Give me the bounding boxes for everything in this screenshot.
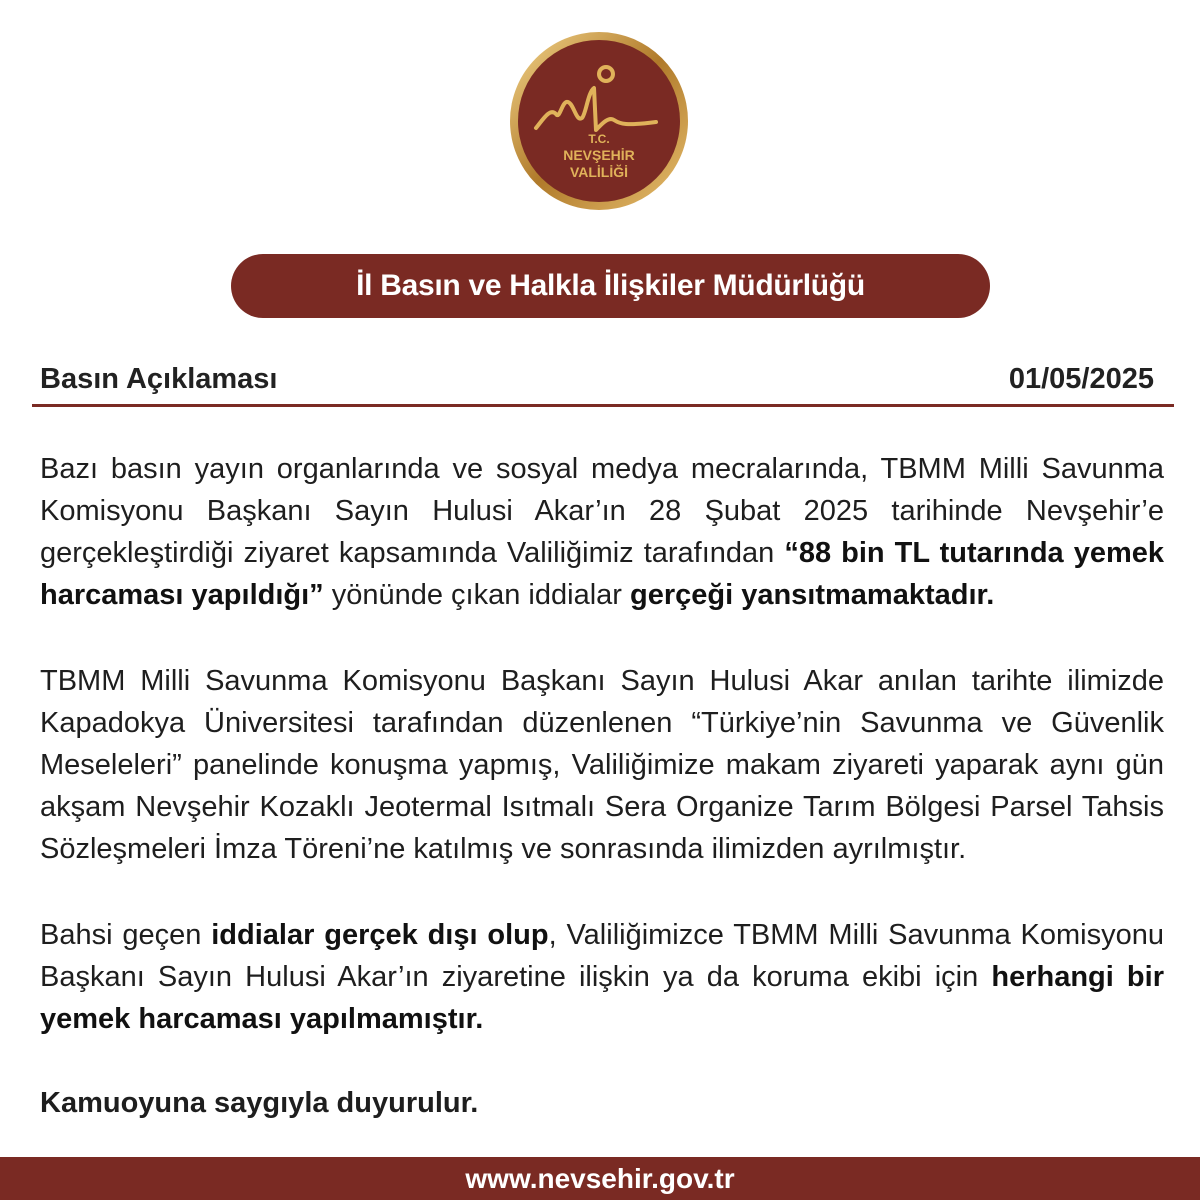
document-type: Basın Açıklaması [40,363,278,395]
footer-url[interactable]: www.nevsehir.gov.tr [465,1162,735,1194]
p1-text-2: yönünde çıkan iddialar [323,579,630,611]
logo-text-valiligi: VALİLİĞİ [569,164,629,180]
p1-bold-2: gerçeği yansıtmamaktadır. [629,579,995,611]
p3-text-2: , Valiliğimizce TBMM Milli Savunma Komisyonu Başkanı Sayın Hulusi Akar’ın ziyaretine ilişkin ya da koruma ekibi için [40,919,1164,993]
header-banner [231,254,990,318]
paragraph-2: TBMM Milli Savunma Komisyonu Başkanı Sayın Hulusi Akar anılan tarihte ilimizde Kapadokya Üniversitesi tarafından düzenlenen “Türkiye’nin Savunma ve Güvenlik Meseleleri” panelinde konuşma yapmış, Valiliğimize makam ziyareti yaparak aynı gün akşam Nevşehir Kozaklı Jeotermal Isıtmalı Sera Organize Tarım Bölgesi Parsel Tahsis Sözleşmeleri İmza Töreni’ne katılmış ve sonrasında ilimizden ayrılmıştır. [40,665,1164,865]
header-divider [32,404,1174,407]
logo-text-tc: T.C. [588,132,610,146]
paragraph-1 [40,448,1164,616]
paragraph-3 [40,914,1164,1040]
footer-bar [0,1157,1200,1200]
p1-bold-1: “88 bin TL tutarında yemek harcaması yapıldığı” [40,537,1165,611]
document-label-row [40,363,1174,407]
closing-statement: Kamuoyuna saygıyla duyurulur. [40,1087,479,1119]
header-title: İl Basın ve Halkla İlişkiler Müdürlüğü [356,269,865,302]
p1-text-1: Bazı basın yayın organlarında ve sosyal medya mecralarında, TBMM Milli Savunma Komisyonu Başkanı Sayın Hulusi Akar’ın 28 Şubat 2025 tarihinde Nevşehir’e gerçekleştirdiği ziyaret kapsamında Valiliğimiz tarafından [40,453,1164,569]
document-date: 01/05/2025 [1008,363,1154,395]
p3-bold-2: herhangi bir yemek harcaması yapılmamıştır. [40,961,1164,1035]
p3-bold-1: iddialar gerçek dışı olup [211,919,549,951]
logo-text-nevsehir: NEVŞEHİR [563,147,635,163]
p3-text-1: Bahsi geçen [40,919,212,951]
nevsehir-valiligi-logo [508,30,690,212]
